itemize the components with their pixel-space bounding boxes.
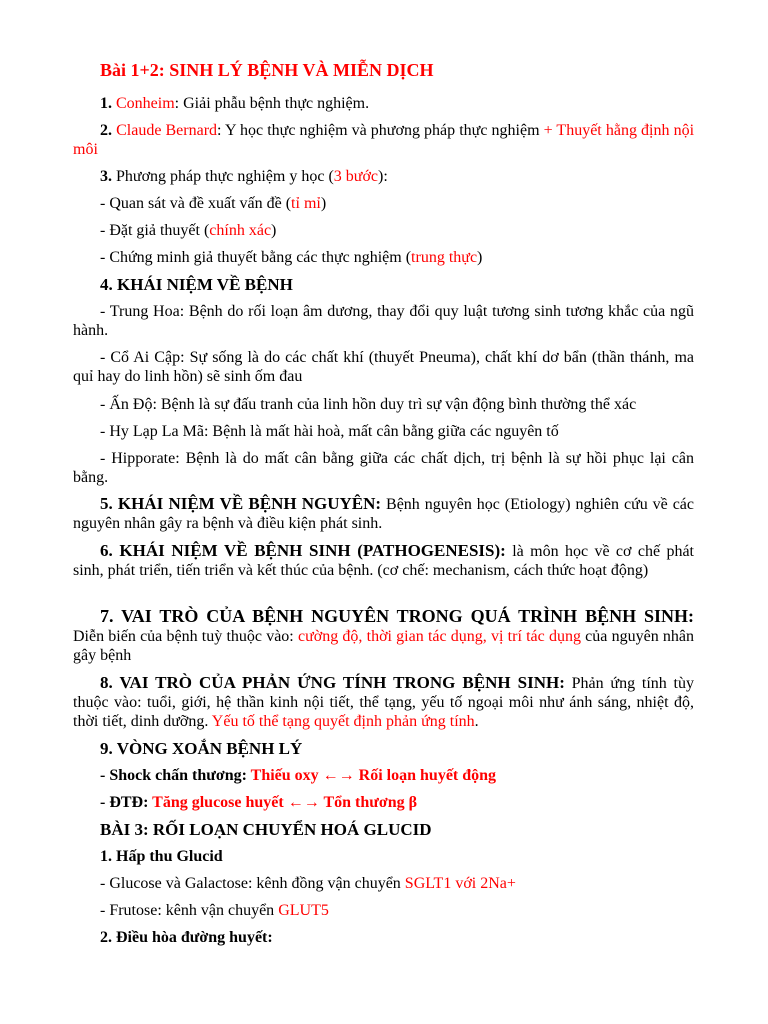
section-pathogenesis xyxy=(73,541,694,580)
absorption-frutose xyxy=(100,901,694,920)
section-text: . xyxy=(474,713,479,730)
absorption-text: - Glucose và Galactose: kênh đồng vận chuyển xyxy=(100,875,405,892)
step-text: - Đặt giả thuyết ( xyxy=(100,222,210,239)
item-text: : Giải phẫu bệnh thực nghiệm. xyxy=(174,95,370,112)
section-heading: 5. KHÁI NIỆM VỀ BỆNH NGUYÊN: xyxy=(100,494,382,513)
step-text: ) xyxy=(271,222,277,239)
item-text: Phương pháp thực nghiệm y học ( xyxy=(112,168,334,185)
concept-text: - Trung Hoa: Bệnh do rối loạn âm dương, thay đổi quy luật tương sinh tương khắc của ngũ hành. xyxy=(73,303,694,339)
concept-text: - Cổ Ai Cập: Sự sống là do các chất khí (thuyết Pneuma), chất khí dơ bẩn (thần thánh, ma quỉ hay do linh hồn) sẽ sinh ốm đau xyxy=(73,349,694,385)
section-heading: 4. KHÁI NIỆM VỀ BỆNH xyxy=(100,275,293,294)
item-text: : Y học thực nghiệm và phương pháp thực nghiệm xyxy=(217,122,544,139)
section-highlight: cường độ, thời gian tác dụng, vị trí tác dụng xyxy=(297,628,581,645)
step-highlight: chính xác xyxy=(209,222,272,239)
absorption-glucose xyxy=(100,874,694,893)
item-number: 1. xyxy=(100,95,112,112)
step-text: ) xyxy=(320,195,327,212)
item-claude-bernard xyxy=(73,121,694,159)
step-text: - Chứng minh giả thuyết bằng các thực nghiệm ( xyxy=(100,249,412,266)
section-reactivity xyxy=(73,673,694,731)
scientist-name: Claude Bernard xyxy=(116,122,218,139)
step-observe xyxy=(100,194,694,213)
absorption-highlight: SGLT1 với 2Na+ xyxy=(404,875,516,892)
step-highlight: tỉ mỉ xyxy=(291,195,321,212)
step-prove xyxy=(100,248,694,267)
absorption-highlight: GLUT5 xyxy=(278,902,329,919)
concept-item: - Hy Lạp La Mã: Bệnh là mất hài hoà, mất cân bằng giữa các nguyên tố xyxy=(100,423,559,440)
section-heading: 8. VAI TRÒ CỦA PHẢN ỨNG TÍNH TRONG BỆNH SINH: xyxy=(100,673,565,692)
section-text: Bệnh nguyên học (Etiology) nghiên cứu về các nguyên nhân gây ra bệnh và điều kiện phát sinh. xyxy=(73,496,695,532)
scientist-name: Conheim xyxy=(116,95,175,112)
vicious-cycle-shock xyxy=(100,766,694,785)
section-highlight: Yếu tố thể tạng quyết định phản ứng tính xyxy=(211,713,475,730)
section-etiology xyxy=(73,494,694,533)
page-title: Bài 1+2: SINH LÝ BỆNH VÀ MIỄN DỊCH xyxy=(100,60,434,80)
section-text: là môn học về cơ chế phát sinh, phát triển, tiến triển và kết thúc của bệnh. (cơ chế: mechanism, cách thức hoạt động) xyxy=(73,543,695,579)
concept-item xyxy=(73,449,694,487)
item-highlight: 3 bước xyxy=(333,168,379,185)
section-text: của nguyên nhân gây bệnh xyxy=(73,628,695,664)
cycle-label: - ĐTĐ: xyxy=(100,794,153,811)
item-number: 3. xyxy=(100,168,112,185)
section-role-etiology xyxy=(73,607,694,665)
step-hypothesis xyxy=(100,221,694,240)
item-text: ): xyxy=(378,168,388,185)
cycle-highlight: Tăng glucose huyết ←→ Tổn thương β xyxy=(152,794,418,811)
subsection-heading: 1. Hấp thu Glucid xyxy=(100,848,223,865)
section-text: Diễn biến của bệnh tuỳ thuộc vào: xyxy=(73,628,298,645)
item-method xyxy=(100,167,694,186)
item-number: 2. xyxy=(100,122,112,139)
section-heading: 6. KHÁI NIỆM VỀ BỆNH SINH (PATHOGENESIS): xyxy=(100,541,506,560)
concept-text: - Hipporate: Bệnh là do mất cân bằng giữa các chất dịch, trị bệnh là sự hồi phục lại cân bằng. xyxy=(73,450,694,486)
step-highlight: trung thực xyxy=(411,249,478,266)
item-highlight: + Thuyết hằng định nội môi xyxy=(73,122,695,158)
concept-item: - Ấn Độ: Bệnh là sự đấu tranh của linh hồn duy trì sự vận động bình thường thể xác xyxy=(100,396,637,413)
section-heading: 9. VÒNG XOẮN BỆNH LÝ xyxy=(100,739,303,758)
section-text: Phản ứng tính tùy thuộc vào: tuổi, giới, hệ thần kinh nội tiết, thể tạng, yếu tố ngoại môi như ánh sáng, nhiệt độ, thời tiết, dinh dưỡng. xyxy=(73,675,694,730)
section-heading: 7. VAI TRÒ CỦA BỆNH NGUYÊN TRONG QUÁ TRÌNH BỆNH SINH: xyxy=(100,606,694,626)
item-conheim xyxy=(100,94,694,113)
cycle-highlight: Thiếu oxy ←→ Rối loạn huyết động xyxy=(250,767,497,784)
lesson-heading: BÀI 3: RỐI LOẠN CHUYỂN HOÁ GLUCID xyxy=(100,820,432,839)
subsection-heading: 2. Điều hòa đường huyết: xyxy=(100,929,273,946)
concept-item xyxy=(73,302,694,340)
step-text: - Quan sát và đề xuất vấn đề ( xyxy=(100,195,292,212)
vicious-cycle-diabetes xyxy=(100,793,694,812)
step-text: ) xyxy=(477,249,483,266)
cycle-label: - Shock chấn thương: xyxy=(100,767,251,784)
concept-item xyxy=(73,348,694,386)
absorption-text: - Frutose: kênh vận chuyển xyxy=(100,902,279,919)
